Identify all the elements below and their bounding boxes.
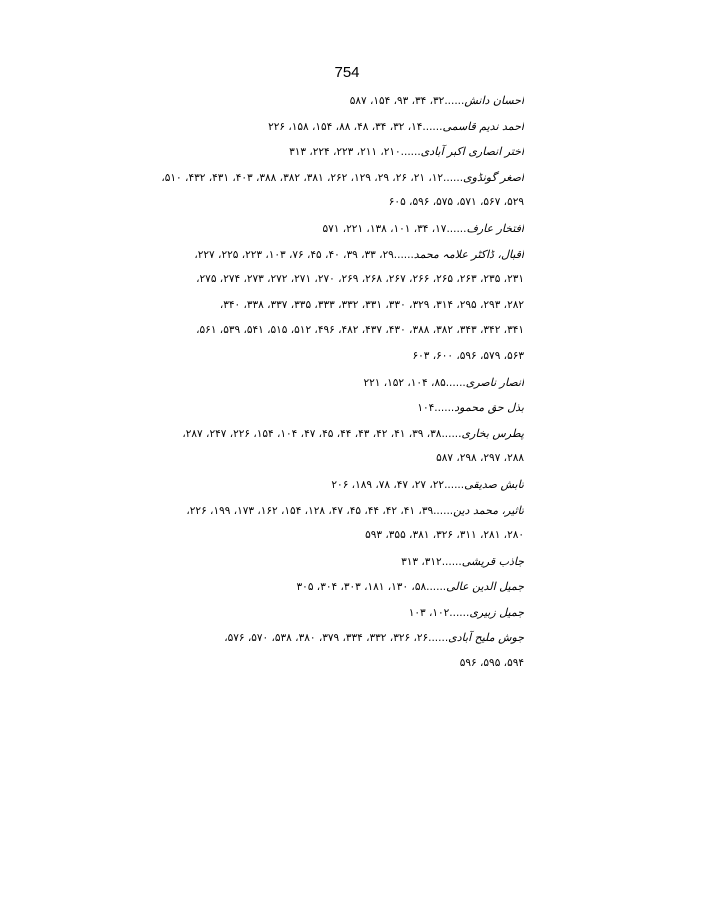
index-continuation-line — [154, 267, 524, 293]
entry-pages: ......۳۲، ۳۴، ۹۳، ۱۵۴، ۵۸۷ — [349, 95, 465, 107]
index-entry — [154, 549, 524, 575]
entry-pages: ......۳۹، ۴۱، ۴۲، ۴۴، ۴۵، ۴۷، ۱۲۸، ۱۵۴، ۱۶۲، ۱۷۳، ۱۹۹، ۲۲۶، — [186, 504, 454, 517]
entry-pages: ......۲۶، ۳۲۶، ۳۳۲، ۳۳۴، ۳۷۹، ۳۸۰، ۵۳۸، ۵۷۰، ۵۷۶، — [224, 632, 449, 645]
entry-pages: ۲۸۰، ۲۸۱، ۳۱۱، ۳۲۶، ۳۸۱، ۳۵۵، ۵۹۳ — [365, 529, 524, 542]
index-continuation-line — [154, 344, 524, 370]
entry-name: جمیل الدین عالی — [446, 580, 524, 594]
entry-name: تاثیر، محمد دین — [453, 503, 524, 517]
entry-name: جمیل زبیری — [469, 605, 524, 619]
entry-name: بذل حق محمود — [454, 401, 524, 415]
index-continuation-line — [154, 318, 524, 344]
index-entry — [154, 114, 524, 140]
entry-pages: ......۱۴، ۳۲، ۳۴، ۴۸، ۸۸، ۱۵۴، ۱۵۸، ۲۲۶ — [268, 120, 443, 133]
entry-pages: ۲۸۸، ۲۹۷، ۲۹۸، ۵۸۷ — [436, 452, 524, 465]
entry-name: جوش ملیح آبادی — [448, 631, 524, 645]
entry-pages: ......۲۲، ۲۷، ۴۷، ۷۸، ۱۸۹، ۲۰۶ — [331, 478, 465, 491]
index-entry — [154, 165, 524, 191]
entry-name: اصغر گونڈوی — [463, 170, 524, 184]
index-entry — [154, 472, 524, 498]
entry-pages: ......۱۰۴ — [417, 402, 455, 415]
entry-name: پطرس بخاری — [461, 426, 524, 440]
entry-pages: ۲۳۱، ۲۳۵، ۲۶۳، ۲۶۵، ۲۶۶، ۲۶۷، ۲۶۸، ۲۶۹، ۲۷۰، ۲۷۱، ۲۷۲، ۲۷۳، ۲۷۴، ۲۷۵، — [196, 273, 524, 286]
index-entry — [154, 600, 524, 626]
entry-pages: ۵۶۳، ۵۷۹، ۵۹۶، ۶۰۰، ۶۰۳ — [412, 349, 524, 362]
entry-pages: ......۲۱۰، ۲۱۱، ۲۲۳، ۲۲۴، ۳۱۳ — [289, 146, 421, 159]
index-continuation-line — [154, 651, 524, 677]
entry-name: اختر انصاری اکبر آبادی — [420, 145, 524, 159]
entry-pages: ......۵۸، ۱۳۰، ۱۸۱، ۳۰۳، ۳۰۴، ۳۰۵ — [296, 581, 447, 594]
index-entry — [154, 625, 524, 651]
entry-pages: ۵۹۴، ۵۹۵، ۵۹۶ — [459, 657, 524, 670]
entry-name: افتخار عارف — [466, 221, 524, 235]
index-entry — [154, 574, 524, 600]
index-entry — [154, 139, 524, 165]
entry-pages: ۳۴۱، ۳۴۲، ۳۴۳، ۳۸۲، ۳۸۸، ۴۳۰، ۴۳۷، ۴۸۲، ۴۹۶، ۵۱۲، ۵۱۵، ۵۴۱، ۵۳۹، ۵۶۱، — [196, 324, 524, 337]
index-entry — [154, 216, 524, 242]
page-number: 754 — [334, 64, 360, 81]
entry-name: اقبال، ڈاکٹر علامہ محمد — [413, 247, 524, 261]
entry-pages: ......۱۷، ۳۴، ۱۰۱، ۱۳۸، ۲۲۱، ۵۷۱ — [322, 222, 467, 235]
entry-name: احمد ندیم قاسمی — [442, 119, 524, 133]
index-entry — [154, 395, 524, 421]
entry-name: انصار ناصری — [465, 375, 524, 389]
index-continuation-line — [154, 523, 524, 549]
entry-name: جاذب قریشی — [461, 554, 524, 568]
entry-name: احسان دانش — [464, 94, 524, 107]
index-continuation-line — [154, 293, 524, 319]
index-entry — [154, 242, 524, 268]
name-index — [154, 88, 524, 677]
entry-pages: ......۱۲، ۲۱، ۲۶، ۲۹، ۱۲۹، ۲۶۲، ۳۸۱، ۳۸۲، ۳۸۸، ۴۰۳، ۴۳۱، ۴۳۲، ۵۱۰، — [161, 171, 464, 184]
entry-pages: ۵۲۹، ۵۶۷، ۵۷۱، ۵۷۵، ۵۹۶، ۶۰۵ — [388, 196, 524, 209]
entry-pages: ......۸۵، ۱۰۴، ۱۵۲، ۲۲۱ — [363, 376, 466, 389]
index-continuation-line — [154, 446, 524, 472]
entry-name: تابش صدیقی — [464, 477, 524, 491]
index-entry — [154, 88, 524, 114]
index-entry — [154, 498, 524, 524]
index-continuation-line — [154, 190, 524, 216]
entry-pages: ......۳۸، ۳۹، ۴۱، ۴۲، ۴۳، ۴۴، ۴۵، ۴۷، ۱۰۴، ۱۵۴، ۲۲۶، ۲۴۷، ۲۸۷، — [182, 427, 462, 440]
entry-pages: ......۲۹، ۳۳، ۳۹، ۴۰، ۴۵، ۷۶، ۱۰۳، ۲۲۳، ۲۲۵، ۲۲۷، — [194, 248, 414, 261]
entry-pages: ۲۸۲، ۲۹۳، ۲۹۵، ۳۱۴، ۳۲۹، ۳۳۰، ۳۳۱، ۳۳۲، ۳۳۳، ۳۳۵، ۳۳۷، ۳۳۸، ۳۴۰، — [219, 298, 524, 311]
entry-pages: ......۳۱۲، ۳۱۳ — [401, 555, 462, 568]
index-entry — [154, 370, 524, 396]
index-entry — [154, 421, 524, 447]
entry-pages: ......۱۰۲، ۱۰۳ — [408, 606, 470, 619]
